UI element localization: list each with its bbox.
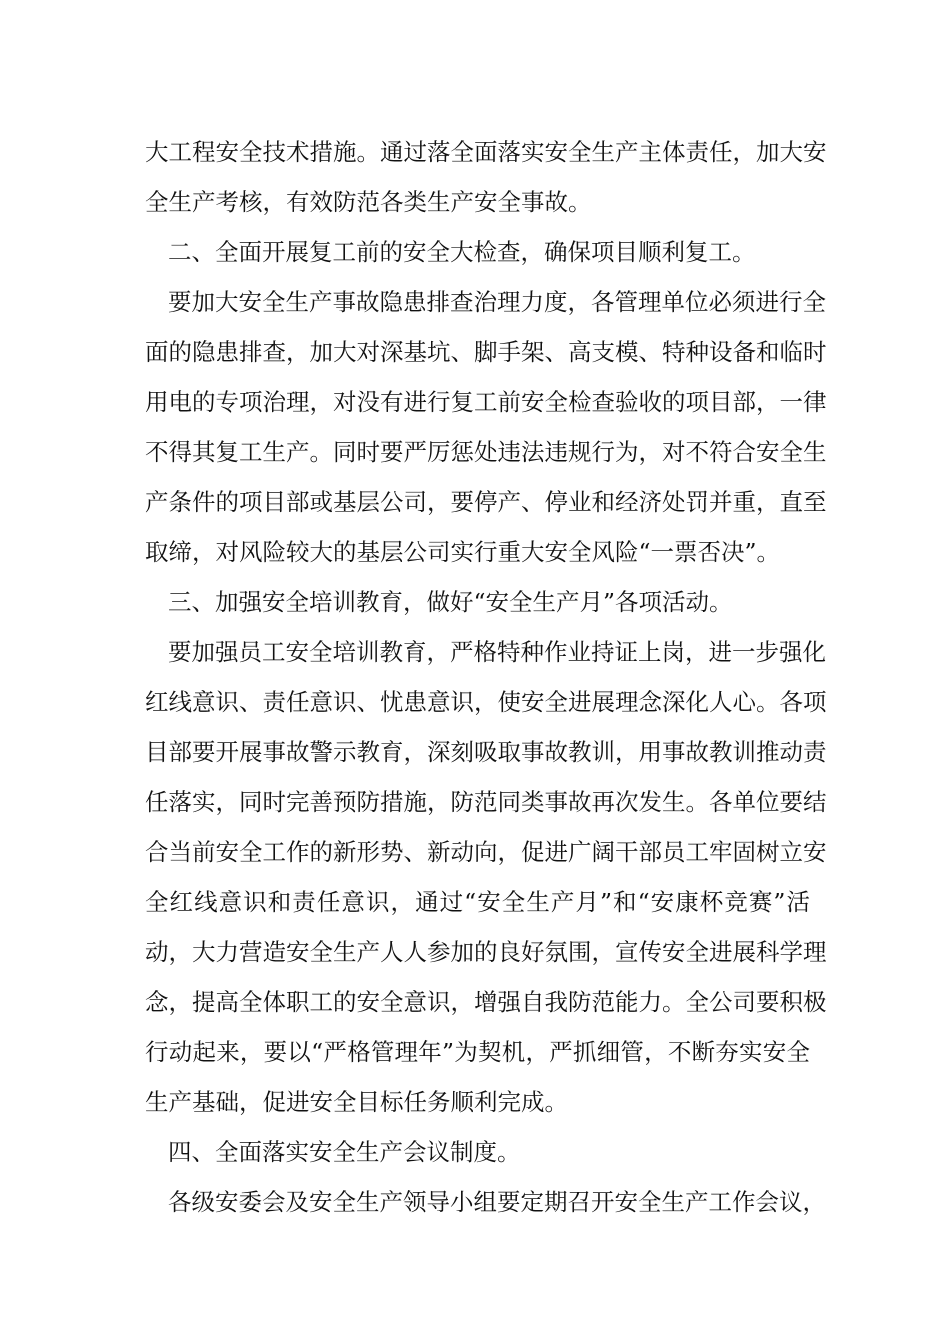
paragraph-line: 合当前安全工作的新形势、新动向，促进广阔干部员工牢固树立安	[145, 838, 827, 866]
paragraph-line: 不得其复工生产。同时要严厉惩处违法违规行为，对不符合安全生	[145, 438, 827, 466]
paragraph-line: 各级安委会及安全生产领导小组要定期召开安全生产工作会议，	[168, 1188, 826, 1216]
paragraph-line: 行动起来，要以“严格管理年”为契机，严抓细管，不断夯实安全	[145, 1038, 810, 1066]
section-heading-2: 二、全面开展复工前的安全大检查，确保项目顺利复工。	[168, 238, 756, 266]
paragraph-line: 大工程安全技术措施。通过落全面落实安全生产主体责任，加大安	[145, 138, 827, 166]
paragraph-line: 任落实，同时完善预防措施，防范同类事故再次发生。各单位要结	[145, 788, 827, 816]
paragraph-line: 要加大安全生产事故隐患排查治理力度，各管理单位必须进行全	[168, 288, 826, 316]
paragraph-line: 产条件的项目部或基层公司，要停产、停业和经济处罚并重，直至	[145, 488, 827, 516]
paragraph-line: 要加强员工安全培训教育，严格特种作业持证上岗，进一步强化	[168, 638, 826, 666]
paragraph-line: 生产基础，促进安全目标任务顺利完成。	[145, 1088, 568, 1116]
paragraph-line: 用电的专项治理，对没有进行复工前安全检查验收的项目部，一律	[145, 388, 827, 416]
paragraph-line: 念，提高全体职工的安全意识，增强自我防范能力。全公司要积极	[145, 988, 827, 1016]
section-heading-4: 四、全面落实安全生产会议制度。	[168, 1138, 521, 1166]
paragraph-line: 目部要开展事故警示教育，深刻吸取事故教训，用事故教训推动责	[145, 738, 827, 766]
paragraph-line: 动，大力营造安全生产人人参加的良好氛围，宣传安全进展科学理	[145, 938, 827, 966]
paragraph-line: 红线意识、责任意识、忧患意识，使安全进展理念深化人心。各项	[145, 688, 827, 716]
paragraph-line: 取缔，对风险较大的基层公司实行重大安全风险“一票否决”。	[145, 538, 781, 566]
paragraph-line: 全生产考核，有效防范各类生产安全事故。	[145, 188, 592, 216]
paragraph-line: 面的隐患排查，加大对深基坑、脚手架、高支模、特种设备和临时	[145, 338, 827, 366]
paragraph-line: 全红线意识和责任意识，通过“安全生产月”和“安康杯竞赛”活	[145, 888, 810, 916]
section-heading-3: 三、加强安全培训教育，做好“安全生产月”各项活动。	[168, 588, 733, 616]
